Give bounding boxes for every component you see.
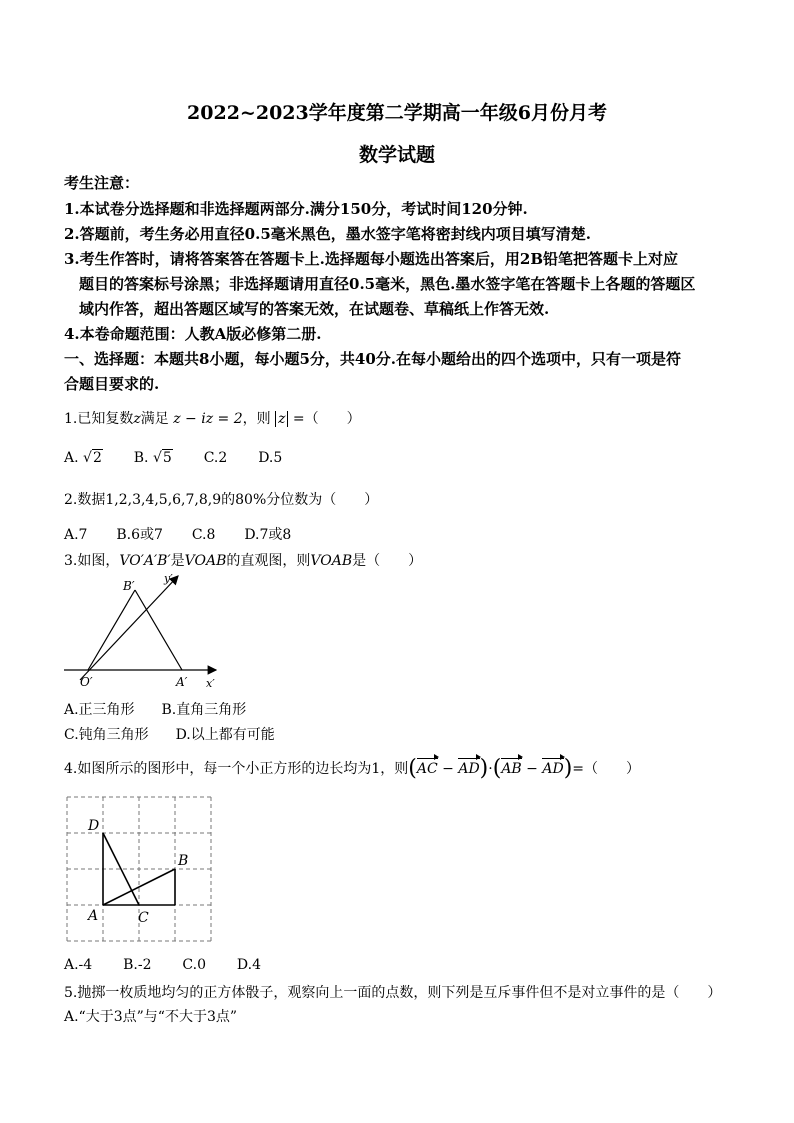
page-title: 2022~2023学年度第二学期高一年级6月份月考 (187, 102, 607, 124)
minus-sign: − (442, 761, 454, 777)
side-ob (88, 590, 135, 670)
q2-option-d[interactable]: D.7或8 (244, 527, 292, 543)
vector-ad-2: AD (542, 761, 564, 777)
q2-option-a[interactable]: A.7 (64, 527, 88, 543)
q1-options (64, 450, 282, 466)
vector-ab: AB (501, 761, 522, 777)
paren-close: ) (479, 756, 489, 781)
label-d: D (88, 818, 100, 834)
q1-tail: =（ ） (292, 411, 361, 427)
q2-mid: 的 (221, 492, 236, 508)
label-b: B (178, 853, 189, 869)
label-a: A (88, 908, 99, 924)
q4-option-b[interactable]: B.-2 (123, 957, 152, 973)
q3-prefix: 3.如图， (64, 553, 120, 569)
notice-line: 题目的答案标号涂黑；非选择题请用直径0.5毫米，黑色.墨水签字笔在答题卡上各题的答题区 (79, 275, 696, 293)
q2-option-c[interactable]: C.8 (191, 527, 216, 543)
question-1 (64, 408, 361, 428)
notice-line: 4.本卷命题范围：人教A版必修第二册. (64, 325, 322, 343)
q1-abs (275, 411, 288, 427)
q3-triangle-2: VOAB (184, 553, 227, 569)
q1-option-d[interactable]: D.5 (258, 450, 283, 466)
q3-figure (60, 570, 220, 692)
q4-option-a[interactable]: A.-4 (64, 957, 93, 973)
q1-option-c[interactable]: C.2 (203, 450, 228, 466)
vector-ac: AC (416, 761, 438, 777)
q4-figure (62, 792, 218, 946)
q1-prefix: 1.已知复数 (64, 411, 134, 427)
page-subtitle: 数学试题 (358, 144, 435, 166)
paren-open-2: ( (492, 756, 502, 781)
q1-mid2: ，则 (242, 411, 271, 427)
q5-option-a[interactable]: A.“大于3点”与“不大于3点” (64, 1009, 238, 1025)
q2-percent: 80% (235, 492, 267, 508)
q3-triangle-3: VOAB (310, 553, 353, 569)
question-2 (64, 489, 378, 509)
q3-option-d[interactable]: D.以上都有可能 (175, 727, 275, 743)
notice-heading: 考生注意： (64, 174, 140, 192)
notice-line: 2.答题前，考生务必用直径0.5毫米黑色，墨水签字笔将密封线内项目填写清楚. (64, 225, 591, 243)
section-heading-cont: 合题目要求的. (64, 375, 160, 393)
q1-option-b-radicand: 5 (162, 450, 172, 466)
q1-option-b[interactable]: B. √5 (133, 450, 172, 466)
q3-mid2: 的直观图，则 (226, 553, 311, 569)
q1-option-b-label: B. (133, 450, 149, 466)
label-a: A′ (176, 675, 188, 689)
q2-prefix: 2.数据 (64, 492, 106, 508)
q1-option-a[interactable]: A. √2 (64, 450, 102, 466)
q4-tail: =（ ） (572, 761, 641, 777)
q3-tail: 是（ ） (352, 553, 423, 569)
side-ba (135, 590, 182, 670)
label-b: B′ (123, 579, 135, 593)
label-o: O′ (80, 675, 93, 689)
q1-mid: 满足 (140, 411, 169, 427)
q1-option-a-label: A. (64, 450, 79, 466)
paren-open: ( (408, 756, 417, 781)
q4-option-c[interactable]: C.0 (182, 957, 206, 973)
q4-prefix: 4.如图所示的图形中，每一个小正方形的边长均为1，则 (64, 761, 409, 777)
minus-sign-2: − (526, 761, 538, 777)
q2-options (64, 524, 291, 544)
q3-triangle-1: VO′A′B′ (119, 553, 171, 569)
question-4 (64, 756, 640, 781)
q1-var: z (133, 411, 141, 427)
question-5: 5.抛掷一枚质地均匀的正方体骰子，观察向上一面的点数，则下列是互斥事件但不是对立事件的是（ ） (64, 985, 722, 1001)
vector-ad: AD (458, 761, 480, 777)
dot-sign: · (488, 761, 493, 777)
q1-option-a-radicand: 2 (92, 450, 102, 466)
paren-close-2: ) (563, 756, 573, 781)
label-c: C (138, 910, 149, 926)
q3-options-row1 (64, 699, 246, 719)
q1-equation: z − iz = 2 (173, 411, 243, 427)
q4-option-d[interactable]: D.4 (236, 957, 261, 973)
q3-option-c[interactable]: C.钝角三角形 (64, 727, 149, 743)
notice-line: 1.本试卷分选择题和非选择题两部分.满分150分，考试时间120分钟. (64, 200, 528, 218)
q4-options (64, 957, 261, 973)
label-x: x′ (206, 677, 215, 690)
notice-line: 3.考生作答时，请将答案答在答题卡上.选择题每小题选出答案后，用2B铅笔把答题卡上对应 (64, 250, 679, 268)
q3-mid: 是 (170, 553, 185, 569)
notice-line: 域内作答，超出答题区域写的答案无效，在试题卷、草稿纸上作答无效. (79, 300, 550, 318)
label-y: y′ (164, 572, 173, 585)
q3-options-row2 (64, 724, 275, 744)
q1-abs-var: z (278, 411, 286, 427)
q2-option-b[interactable]: B.6或7 (116, 527, 163, 543)
q3-option-b[interactable]: B.直角三角形 (161, 702, 247, 718)
q3-option-a[interactable]: A.正三角形 (64, 702, 135, 718)
question-3 (64, 550, 422, 570)
section-heading: 一、选择题：本题共8小题，每小题5分，共40分.在每小题给出的四个选项中，只有一项是符 (64, 350, 681, 368)
q2-tail: 分位数为（ ） (266, 492, 379, 508)
q2-data: 1,2,3,4,5,6,7,8,9 (105, 492, 222, 508)
